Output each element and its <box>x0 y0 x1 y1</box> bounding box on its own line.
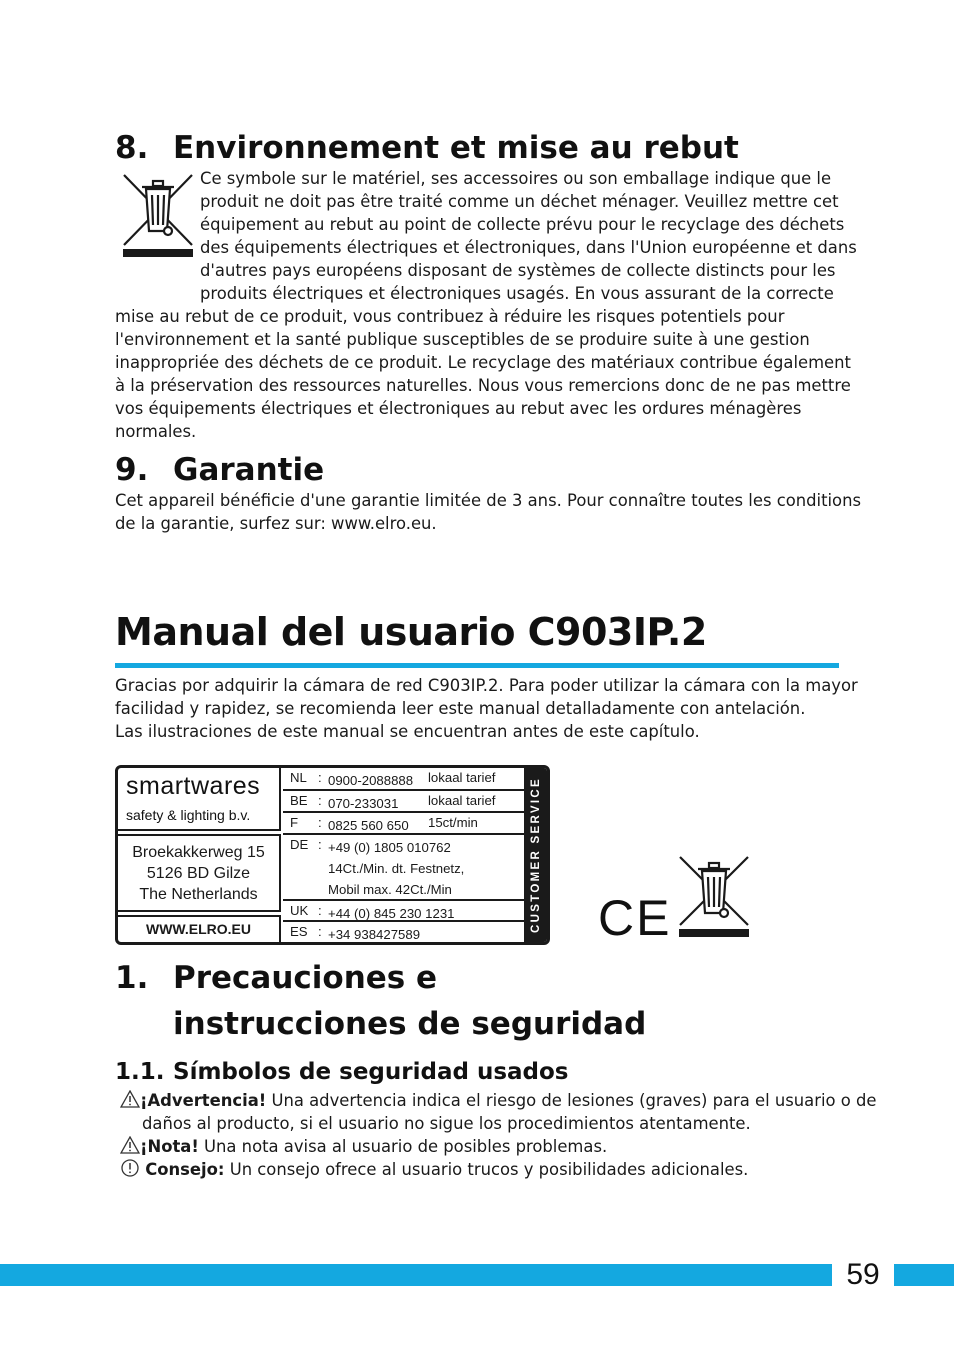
brand-block <box>118 768 281 831</box>
text-line: produits électriques et électroniques usagés. En vous assurant de la correcte <box>200 284 834 303</box>
text-line: Gracias por adquirir la cámara de red C903IP.2. Para poder utilizar la cámara con la mayor <box>115 676 858 695</box>
text-line: facilidad y rapidez, se recomienda leer este manual detalladamente con antelación. <box>115 699 806 718</box>
phone-number: 070-233031 <box>328 796 399 811</box>
country-code: BE <box>290 793 308 808</box>
text-line: l'environnement et la santé publique susceptibles de se produire suite à une gestion <box>115 330 810 349</box>
phone-number: +34 938427589 <box>328 927 421 942</box>
rate-text: 15ct/min <box>428 815 478 830</box>
phone-number <box>328 837 464 900</box>
footer-bar <box>0 1264 954 1286</box>
website: WWW.ELRO.EU <box>118 915 281 942</box>
phone-row <box>283 768 527 791</box>
text-line: équipement au rebut au point de collecte prévu pour le recyclage des déchets <box>200 215 845 234</box>
rate-text: lokaal tarief <box>428 770 496 785</box>
ce-mark-icon: CE <box>598 890 672 946</box>
exclamation-circle-icon <box>120 1159 140 1177</box>
section-8-wrap-text <box>200 167 857 305</box>
card-left-column <box>118 768 281 942</box>
section-1-heading <box>115 960 437 996</box>
address-line: Broekakkerweg 15 <box>132 844 265 861</box>
customer-service-card <box>115 765 550 945</box>
text-line: mise au rebut de ce produit, vous contribuez à réduire les risques potentiels pour <box>115 307 785 326</box>
item-text: Un consejo ofrece al usuario trucos y posibilidades adicionales. <box>224 1160 749 1179</box>
phone-number: 0900-2088888 <box>328 773 414 788</box>
phone-number: +44 (0) 845 230 1231 <box>328 906 455 921</box>
section-number: 8. <box>115 130 149 166</box>
page-number: 59 <box>832 1257 894 1293</box>
country-code: ES <box>290 924 308 939</box>
title-rule <box>115 663 839 668</box>
item-label: ¡Advertencia! <box>140 1091 267 1110</box>
separator: : <box>318 903 322 918</box>
country-code: UK <box>290 903 309 918</box>
brand-name: smartwares <box>126 772 261 800</box>
text-line: à la préservation des ressources naturelles. Nous vous remercions donc de ne pas mettre <box>115 376 851 395</box>
item-label: Consejo: <box>145 1160 225 1179</box>
separator: : <box>318 770 322 785</box>
text-line: normales. <box>115 422 197 441</box>
section-1-1-heading <box>115 1059 568 1085</box>
phone-row <box>283 813 527 835</box>
separator: : <box>318 793 322 808</box>
list-item <box>120 1158 877 1181</box>
section-1-heading-line2: instrucciones de seguridad <box>173 1006 647 1042</box>
section-number: 1. <box>115 960 149 996</box>
section-title: Símbolos de seguridad usados <box>173 1059 569 1085</box>
customer-service-label: CUSTOMER SERVICE <box>529 777 542 933</box>
phone-line: Mobil max. 42Ct./Min <box>328 882 452 897</box>
section-8-heading <box>115 130 739 166</box>
customer-service-strip <box>524 768 547 942</box>
country-code: F <box>290 815 299 830</box>
section-8-body <box>115 305 851 443</box>
address-line: The Netherlands <box>139 886 258 903</box>
text-line: de la garantie, surfez sur: www.elro.eu. <box>115 514 437 533</box>
section-title: Garantie <box>173 452 325 488</box>
section-9-heading <box>115 452 324 488</box>
country-code: DE <box>290 837 309 852</box>
country-code: NL <box>290 770 307 785</box>
weee-bin-icon <box>122 173 194 259</box>
item-text: Una advertencia indica el riesgo de lesiones (graves) para el usuario o de <box>266 1091 877 1110</box>
symbols-list <box>120 1089 877 1181</box>
section-9-body <box>115 489 861 535</box>
phone-line: +49 (0) 1805 010762 <box>328 840 451 855</box>
text-line: des équipements électriques et électroniques, dans l'Union européenne et dans <box>200 238 857 257</box>
section-title: Precauciones e <box>173 960 438 996</box>
phone-line: 14Ct./Min. dt. Festnetz, <box>328 861 465 876</box>
list-item-continued: daños al producto, si el usuario no sigue los procedimientos atentamente. <box>142 1114 751 1133</box>
text-line: Las ilustraciones de este manual se encuentran antes de este capítulo. <box>115 722 700 741</box>
text-line: produit ne doit pas être traité comme un déchet ménager. Veuillez mettre cet <box>200 192 839 211</box>
phone-row <box>283 901 527 922</box>
text-line: Ce symbole sur le matériel, ses accessoires ou son emballage indique que le <box>200 169 832 188</box>
phone-row <box>283 922 527 942</box>
warning-triangle-icon <box>120 1136 140 1154</box>
weee-bin-icon <box>678 855 750 939</box>
section-number: 1.1. <box>115 1059 165 1085</box>
item-label: ¡Nota! <box>140 1137 199 1156</box>
section-title: Environnement et mise au rebut <box>173 130 739 166</box>
list-item <box>120 1089 877 1112</box>
text-line: d'autres pays européens disposant de systèmes de collecte distincts pour les <box>200 261 836 280</box>
item-text: Una nota avisa al usuario de posibles problemas. <box>198 1137 608 1156</box>
section-number: 9. <box>115 452 149 488</box>
list-item <box>120 1135 877 1158</box>
phone-table <box>283 768 527 942</box>
address-block <box>118 834 281 912</box>
warning-triangle-icon <box>120 1090 140 1108</box>
address-line: 5126 BD Gilze <box>146 865 251 882</box>
brand-subtitle: safety & lighting b.v. <box>126 807 251 823</box>
separator: : <box>318 924 322 939</box>
text-line: Cet appareil bénéficie d'une garantie limitée de 3 ans. Pour connaître toutes les conditions <box>115 491 862 510</box>
text-line: inappropriée des déchets de ce produit. Le recyclage des matériaux contribue également <box>115 353 851 372</box>
manual-title: Manual del usuario C903IP.2 <box>115 610 707 654</box>
phone-number: 0825 560 650 <box>328 818 409 833</box>
phone-row <box>283 791 527 813</box>
phone-row <box>283 835 527 901</box>
manual-intro <box>115 674 858 743</box>
text-line: vos équipements électriques et électroniques au rebut avec les ordures ménagères <box>115 399 802 418</box>
rate-text: lokaal tarief <box>428 793 496 808</box>
separator: : <box>318 815 322 830</box>
separator: : <box>318 837 322 852</box>
